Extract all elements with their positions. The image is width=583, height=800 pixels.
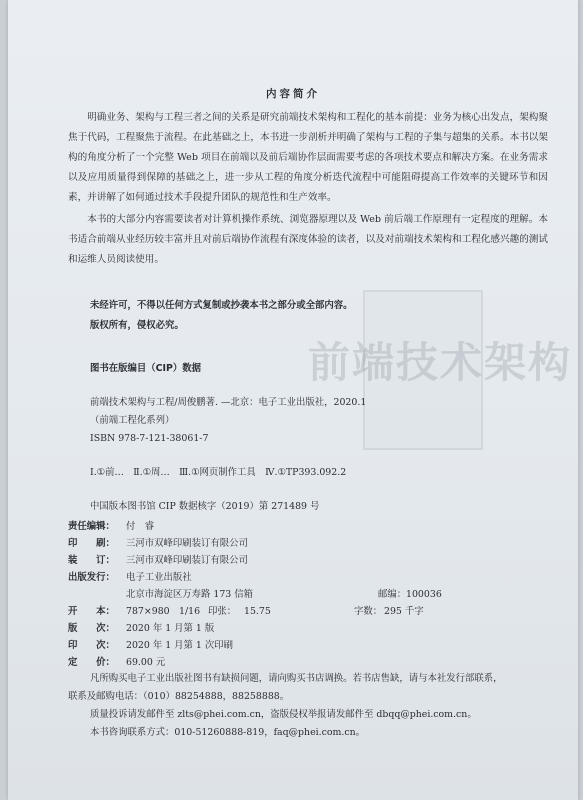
editor-label: 责任编辑： <box>68 521 115 532</box>
publisher-label: 出版发行： <box>68 572 115 583</box>
footer-contact <box>68 670 560 742</box>
cip-line-4: Ⅰ.①前… Ⅱ.①周… Ⅲ.①网页制作工具 Ⅳ.①TP393.092.2 <box>90 467 347 478</box>
cip-line-3: ISBN 978-7-121-38061-7 <box>90 433 209 444</box>
binding-label: 装 订： <box>68 555 115 566</box>
price-label: 定 价： <box>68 657 115 668</box>
format-value: 787×980 1/16 <box>126 606 201 617</box>
postcode-value: 100036 <box>406 589 442 600</box>
notice-line-1: 未经许可，不得以任何方式复制或抄袭本书之部分或全部内容。 <box>90 300 353 311</box>
printer-value: 三河市双峰印刷装订有限公司 <box>126 538 248 549</box>
cip-line-5: 中国版本图书馆 CIP 数据核字（2019）第 271489 号 <box>90 501 320 512</box>
summary-paragraph-2: 本书的大部分内容需要读者对计算机操作系统、浏览器原理以及 Web 前后端工作原理有一定程度的理解。本书适合前端从业经历较丰富并且对前后端协作流程有深度体验的读者，以及对前端技术架构和工程化感兴趣的测试和运维人员阅读使用。 <box>68 214 548 265</box>
cip-line-2: （前端工程化系列） <box>90 415 175 426</box>
cip-line-1: 前端技术架构与工程/周俊鹏著. —北京：电子工业出版社，2020.1 <box>90 397 367 408</box>
edition-label: 版 次： <box>68 623 115 634</box>
binding-value: 三河市双峰印刷装订有限公司 <box>126 555 248 566</box>
footer-line-1: 凡所购买电子工业出版社图书有缺损问题，请向购买书店调换。若书店售缺，请与本社发行部联系， <box>90 673 503 684</box>
copyright-page <box>8 0 578 800</box>
price-value: 69.00 元 <box>126 657 166 668</box>
copyright-notice <box>90 296 353 336</box>
editor-value: 付 睿 <box>126 521 155 532</box>
summary-paragraph-1: 明确业务、架构与工程三者之间的关系是研究前端技术架构和工程化的基本前提：业务为核心出发点，架构聚焦于代码，工程聚焦于流程。在此基础之上，本书进一步剖析并明确了架构与工程的子集与超集的关系。本书以架构的角度分析了一个完整 Web 项目在前端以及前后端协作层面需要考虑的各项技术要点和解决方案。在业务需求以及应用质量得到保障的基础之上，进一步从工程的角度分析迭代流程中可能阻碍提高工作效率的关键环节和因素，并讲解了如何通过技术手段提升团队的规范性和生产效率。 <box>68 112 548 203</box>
words-label: 字数： <box>354 606 383 617</box>
watermark-text: 前端技术架构 <box>308 338 573 387</box>
words-value: 295 千字 <box>384 606 424 617</box>
postcode-label: 邮编： <box>378 589 407 600</box>
notice-line-2: 版权所有，侵权必究。 <box>90 320 184 331</box>
footer-line-2: 联系及邮购电话：（010）88254888，88258888。 <box>68 691 290 702</box>
footer-line-4: 本书咨询联系方式：010-51260888-819，faq@phei.com.cn。 <box>90 727 366 738</box>
cip-block <box>90 360 366 516</box>
cip-heading: 图书在版编目（CIP）数据 <box>90 363 201 374</box>
printer-label: 印 刷： <box>68 538 115 549</box>
edition-value: 2020 年 1 月第 1 版 <box>126 623 215 634</box>
footer-line-3: 质量投诉请发邮件至 zlts@phei.com.cn，盗版侵权举报请发邮件至 dbqq@phei.com.cn。 <box>90 709 477 720</box>
printing-value: 2020 年 1 月第 1 次印刷 <box>126 640 233 651</box>
address-value: 北京市海淀区万寿路 173 信箱 <box>126 589 253 600</box>
publisher-value: 电子工业出版社 <box>126 572 192 583</box>
page-title: 内容简介 <box>266 88 320 100</box>
sheets-label: 印张： <box>208 606 237 617</box>
sheets-value: 15.75 <box>244 606 271 617</box>
format-label: 开 本： <box>68 606 115 617</box>
printing-label: 印 次： <box>68 640 115 651</box>
